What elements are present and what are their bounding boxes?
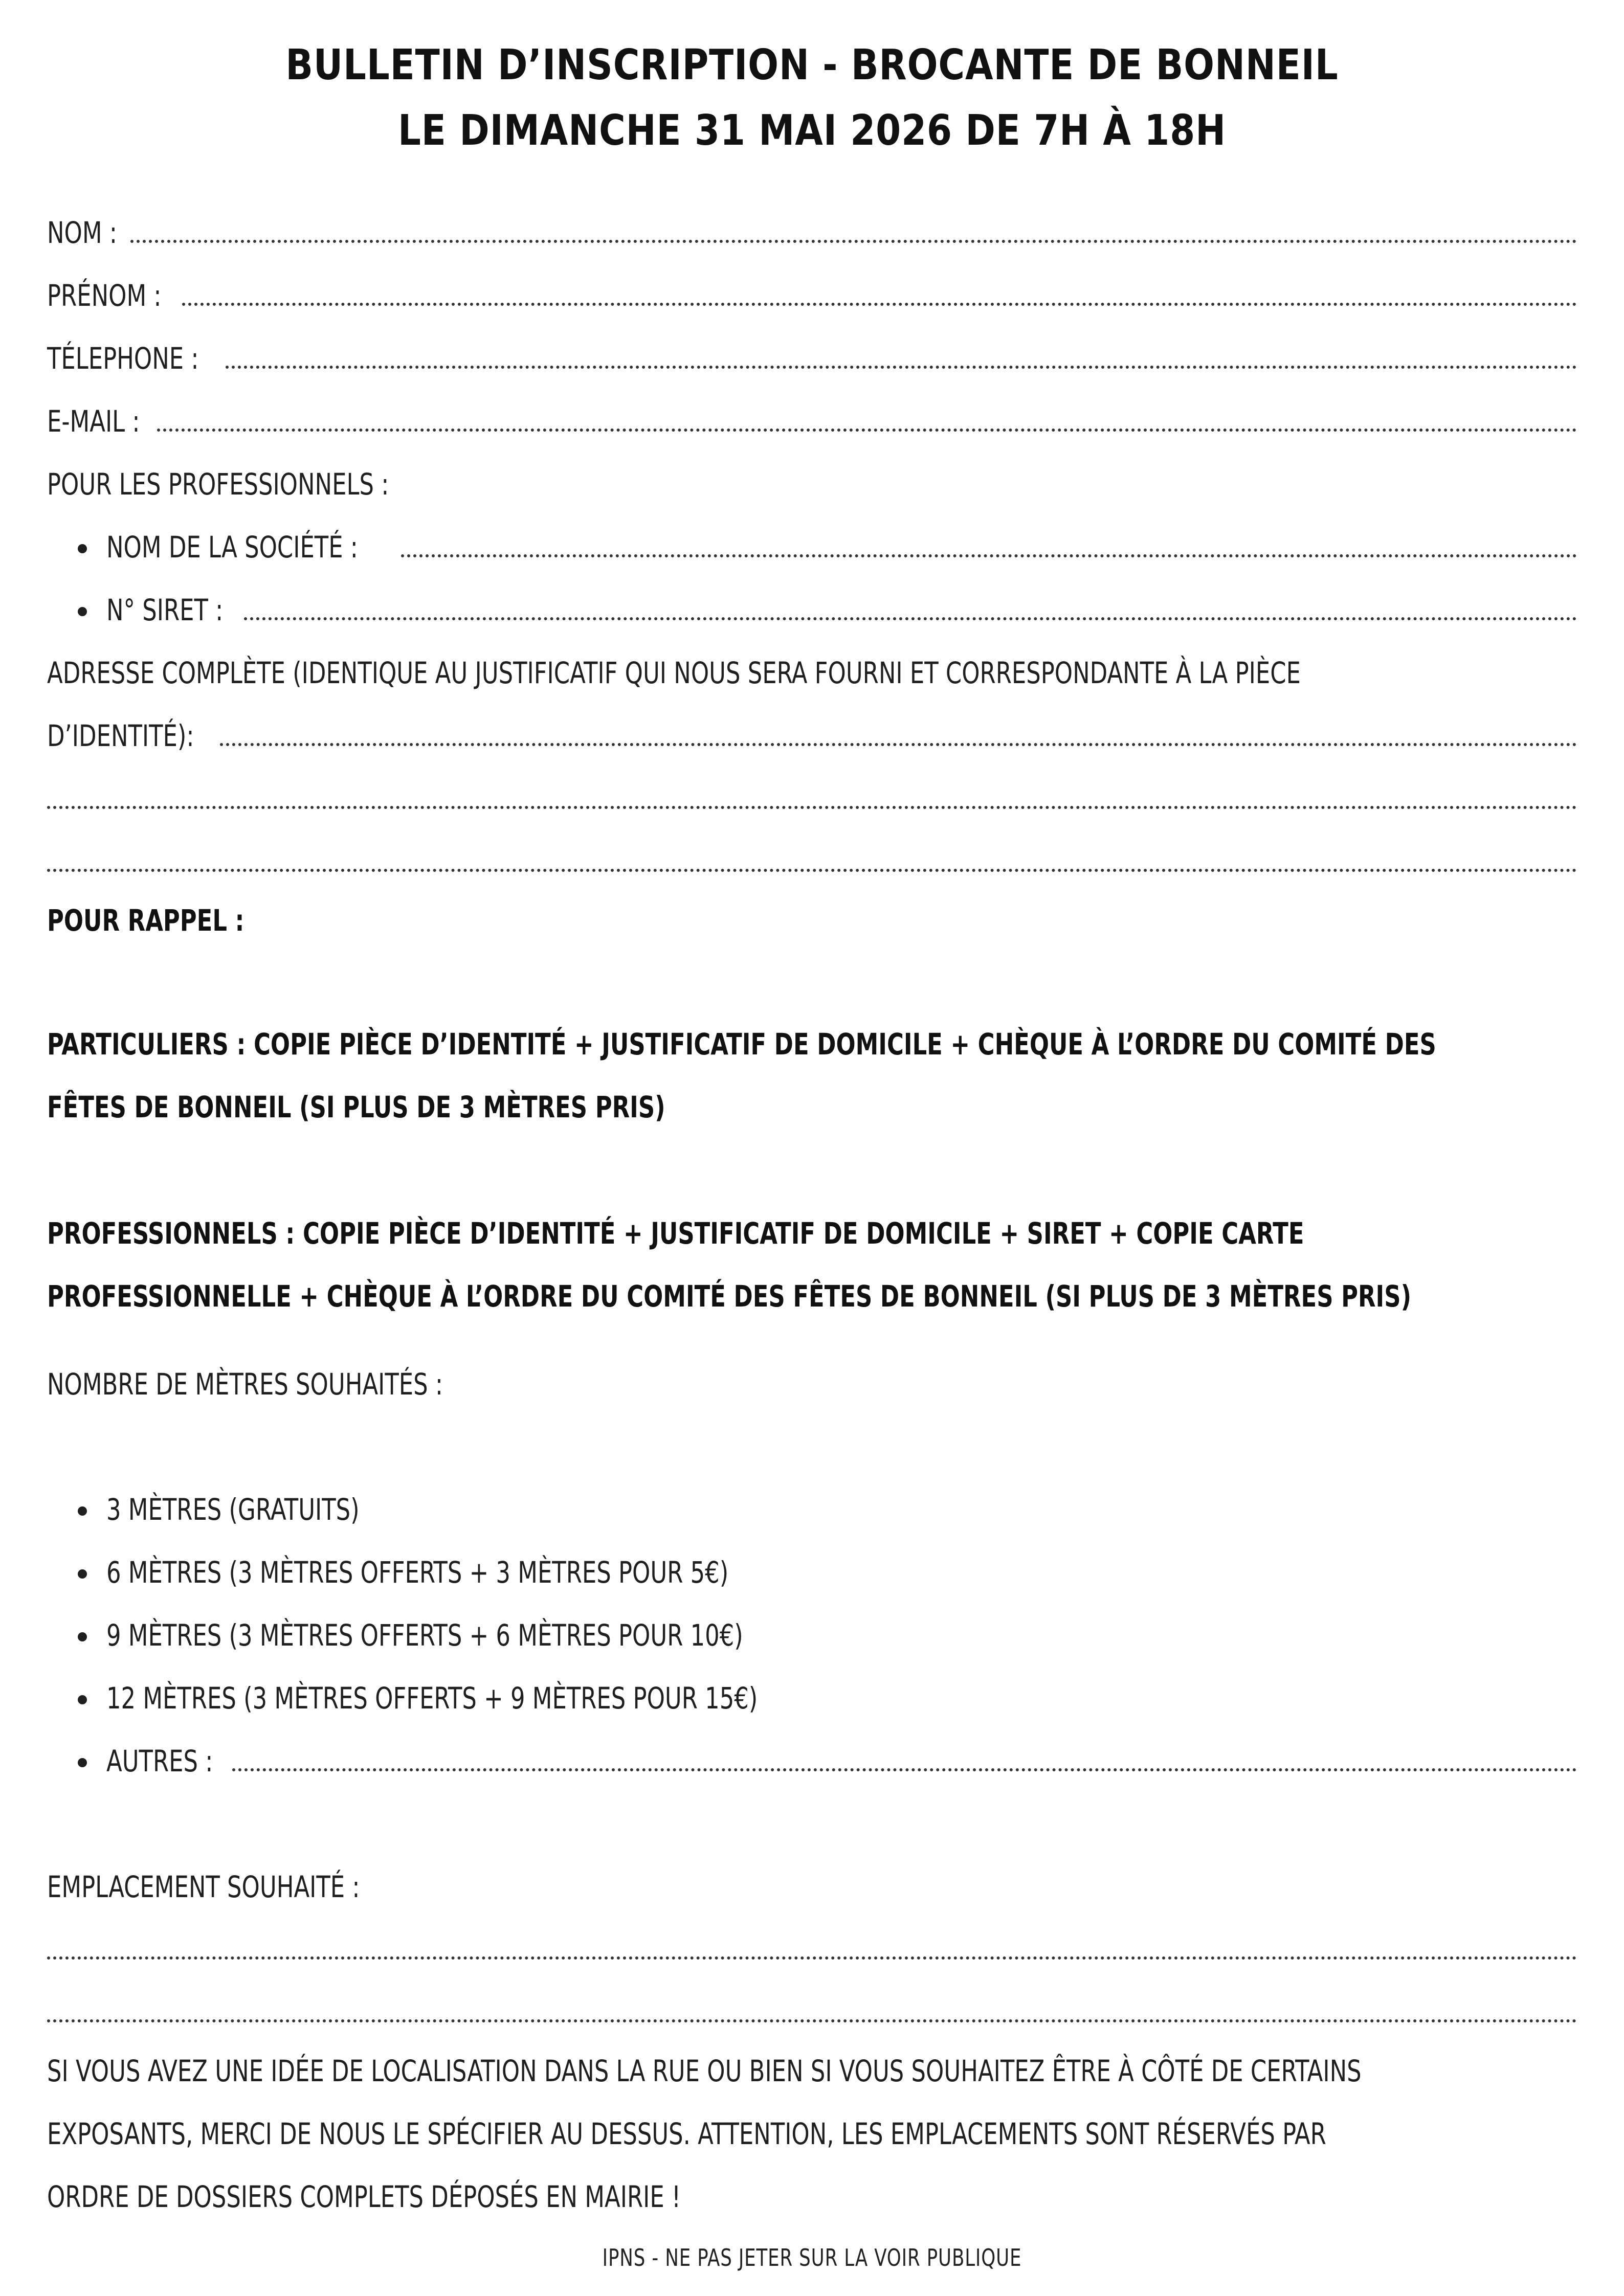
bullet-icon xyxy=(78,1632,87,1641)
field-adresse-dotted-line-2[interactable] xyxy=(47,806,1577,809)
form-title-line2: LE DIMANCHE 31 MAI 2026 DE 7H À 18H xyxy=(397,106,1227,155)
field-email-label: E-MAIL : xyxy=(47,404,140,439)
bullet-icon xyxy=(78,1695,87,1704)
field-autres-label: AUTRES : xyxy=(106,1744,213,1779)
field-email[interactable] xyxy=(47,401,1577,442)
field-societe-dotted-line[interactable] xyxy=(401,554,1577,557)
footer-ipns: IPNS - NE PAS JETER SUR LA VOIR PUBLIQUE xyxy=(602,2244,1022,2271)
field-adresse-dotted-line-1[interactable] xyxy=(220,743,1577,746)
note-line2: EXPOSANTS, MERCI DE NOUS LE SPÉCIFIER AU DESSUS. ATTENTION, LES EMPLACEMENTS SONT RÉSERVÉS PAR xyxy=(47,2117,1326,2151)
bullet-icon xyxy=(78,544,87,553)
field-prenom-dotted-line[interactable] xyxy=(182,303,1577,306)
metres-option-12[interactable]: 12 MÈTRES (3 MÈTRES OFFERTS + 9 MÈTRES POUR 15€) xyxy=(106,1681,758,1716)
field-siret-dotted-line[interactable] xyxy=(244,617,1577,620)
field-nom-label: NOM : xyxy=(47,215,117,250)
field-adresse[interactable] xyxy=(47,715,1577,756)
professionals-heading: POUR LES PROFESSIONNELS : xyxy=(47,467,389,502)
field-prenom-label: PRÉNOM : xyxy=(47,278,162,313)
field-autres[interactable] xyxy=(106,1741,1577,1782)
field-telephone-dotted-line[interactable] xyxy=(226,366,1577,369)
note-line1: SI VOUS AVEZ UNE IDÉE DE LOCALISATION DANS LA RUE OU BIEN SI VOUS SOUHAITEZ ÊTRE À CÔTÉ DE CERTAINS xyxy=(47,2054,1362,2088)
reminder-particuliers-line1: PARTICULIERS : COPIE PIÈCE D’IDENTITÉ + JUSTIFICATIF DE DOMICILE + CHÈQUE À L’ORDRE DU COMITÉ DES xyxy=(47,1027,1436,1062)
field-emplacement-dotted-line-2[interactable] xyxy=(47,2019,1577,2022)
field-nom[interactable] xyxy=(47,212,1577,253)
field-nom-dotted-line[interactable] xyxy=(130,240,1577,243)
field-siret-label: N° SIRET : xyxy=(106,593,224,627)
form-title-line1: BULLETIN D’INSCRIPTION - BROCANTE DE BONNEIL xyxy=(285,41,1339,89)
field-prenom[interactable] xyxy=(47,275,1577,316)
reminder-professionnels-line2: PROFESSIONNELLE + CHÈQUE À L’ORDRE DU COMITÉ DES FÊTES DE BONNEIL (SI PLUS DE 3 MÈTRES PRIS) xyxy=(47,1279,1412,1314)
emplacement-heading: EMPLACEMENT SOUHAITÉ : xyxy=(47,1870,360,1904)
field-autres-dotted-line[interactable] xyxy=(232,1768,1577,1771)
metres-heading: NOMBRE DE MÈTRES SOUHAITÉS : xyxy=(47,1367,443,1402)
bullet-icon xyxy=(78,607,87,616)
field-societe[interactable] xyxy=(106,527,1577,568)
reminder-heading: POUR RAPPEL : xyxy=(47,903,244,938)
field-telephone-label: TÉLEPHONE : xyxy=(47,341,199,376)
metres-option-3[interactable]: 3 MÈTRES (GRATUITS) xyxy=(106,1492,360,1527)
field-telephone[interactable] xyxy=(47,338,1577,379)
reminder-professionnels-line1: PROFESSIONNELS : COPIE PIÈCE D’IDENTITÉ + JUSTIFICATIF DE DOMICILE + SIRET + COPIE CARTE xyxy=(47,1216,1304,1251)
field-siret[interactable] xyxy=(106,590,1577,631)
bullet-icon xyxy=(78,1506,87,1516)
bullet-icon xyxy=(78,1758,87,1767)
address-label-line1: ADRESSE COMPLÈTE (IDENTIQUE AU JUSTIFICATIF QUI NOUS SERA FOURNI ET CORRESPONDANTE À LA PIÈCE xyxy=(47,656,1301,690)
field-adresse-dotted-line-3[interactable] xyxy=(47,869,1577,872)
address-label-line2: D’IDENTITÉ): xyxy=(47,718,194,753)
note-line3: ORDRE DE DOSSIERS COMPLETS DÉPOSÉS EN MAIRIE ! xyxy=(47,2179,681,2214)
metres-option-9[interactable]: 9 MÈTRES (3 MÈTRES OFFERTS + 6 MÈTRES POUR 10€) xyxy=(106,1618,743,1653)
reminder-particuliers-line2: FÊTES DE BONNEIL (SI PLUS DE 3 MÈTRES PRIS) xyxy=(47,1090,665,1124)
field-email-dotted-line[interactable] xyxy=(157,429,1577,432)
metres-option-6[interactable]: 6 MÈTRES (3 MÈTRES OFFERTS + 3 MÈTRES POUR 5€) xyxy=(106,1555,729,1590)
field-emplacement-dotted-line-1[interactable] xyxy=(47,1956,1577,1960)
field-societe-label: NOM DE LA SOCIÉTÉ : xyxy=(106,530,358,565)
bullet-icon xyxy=(78,1569,87,1579)
